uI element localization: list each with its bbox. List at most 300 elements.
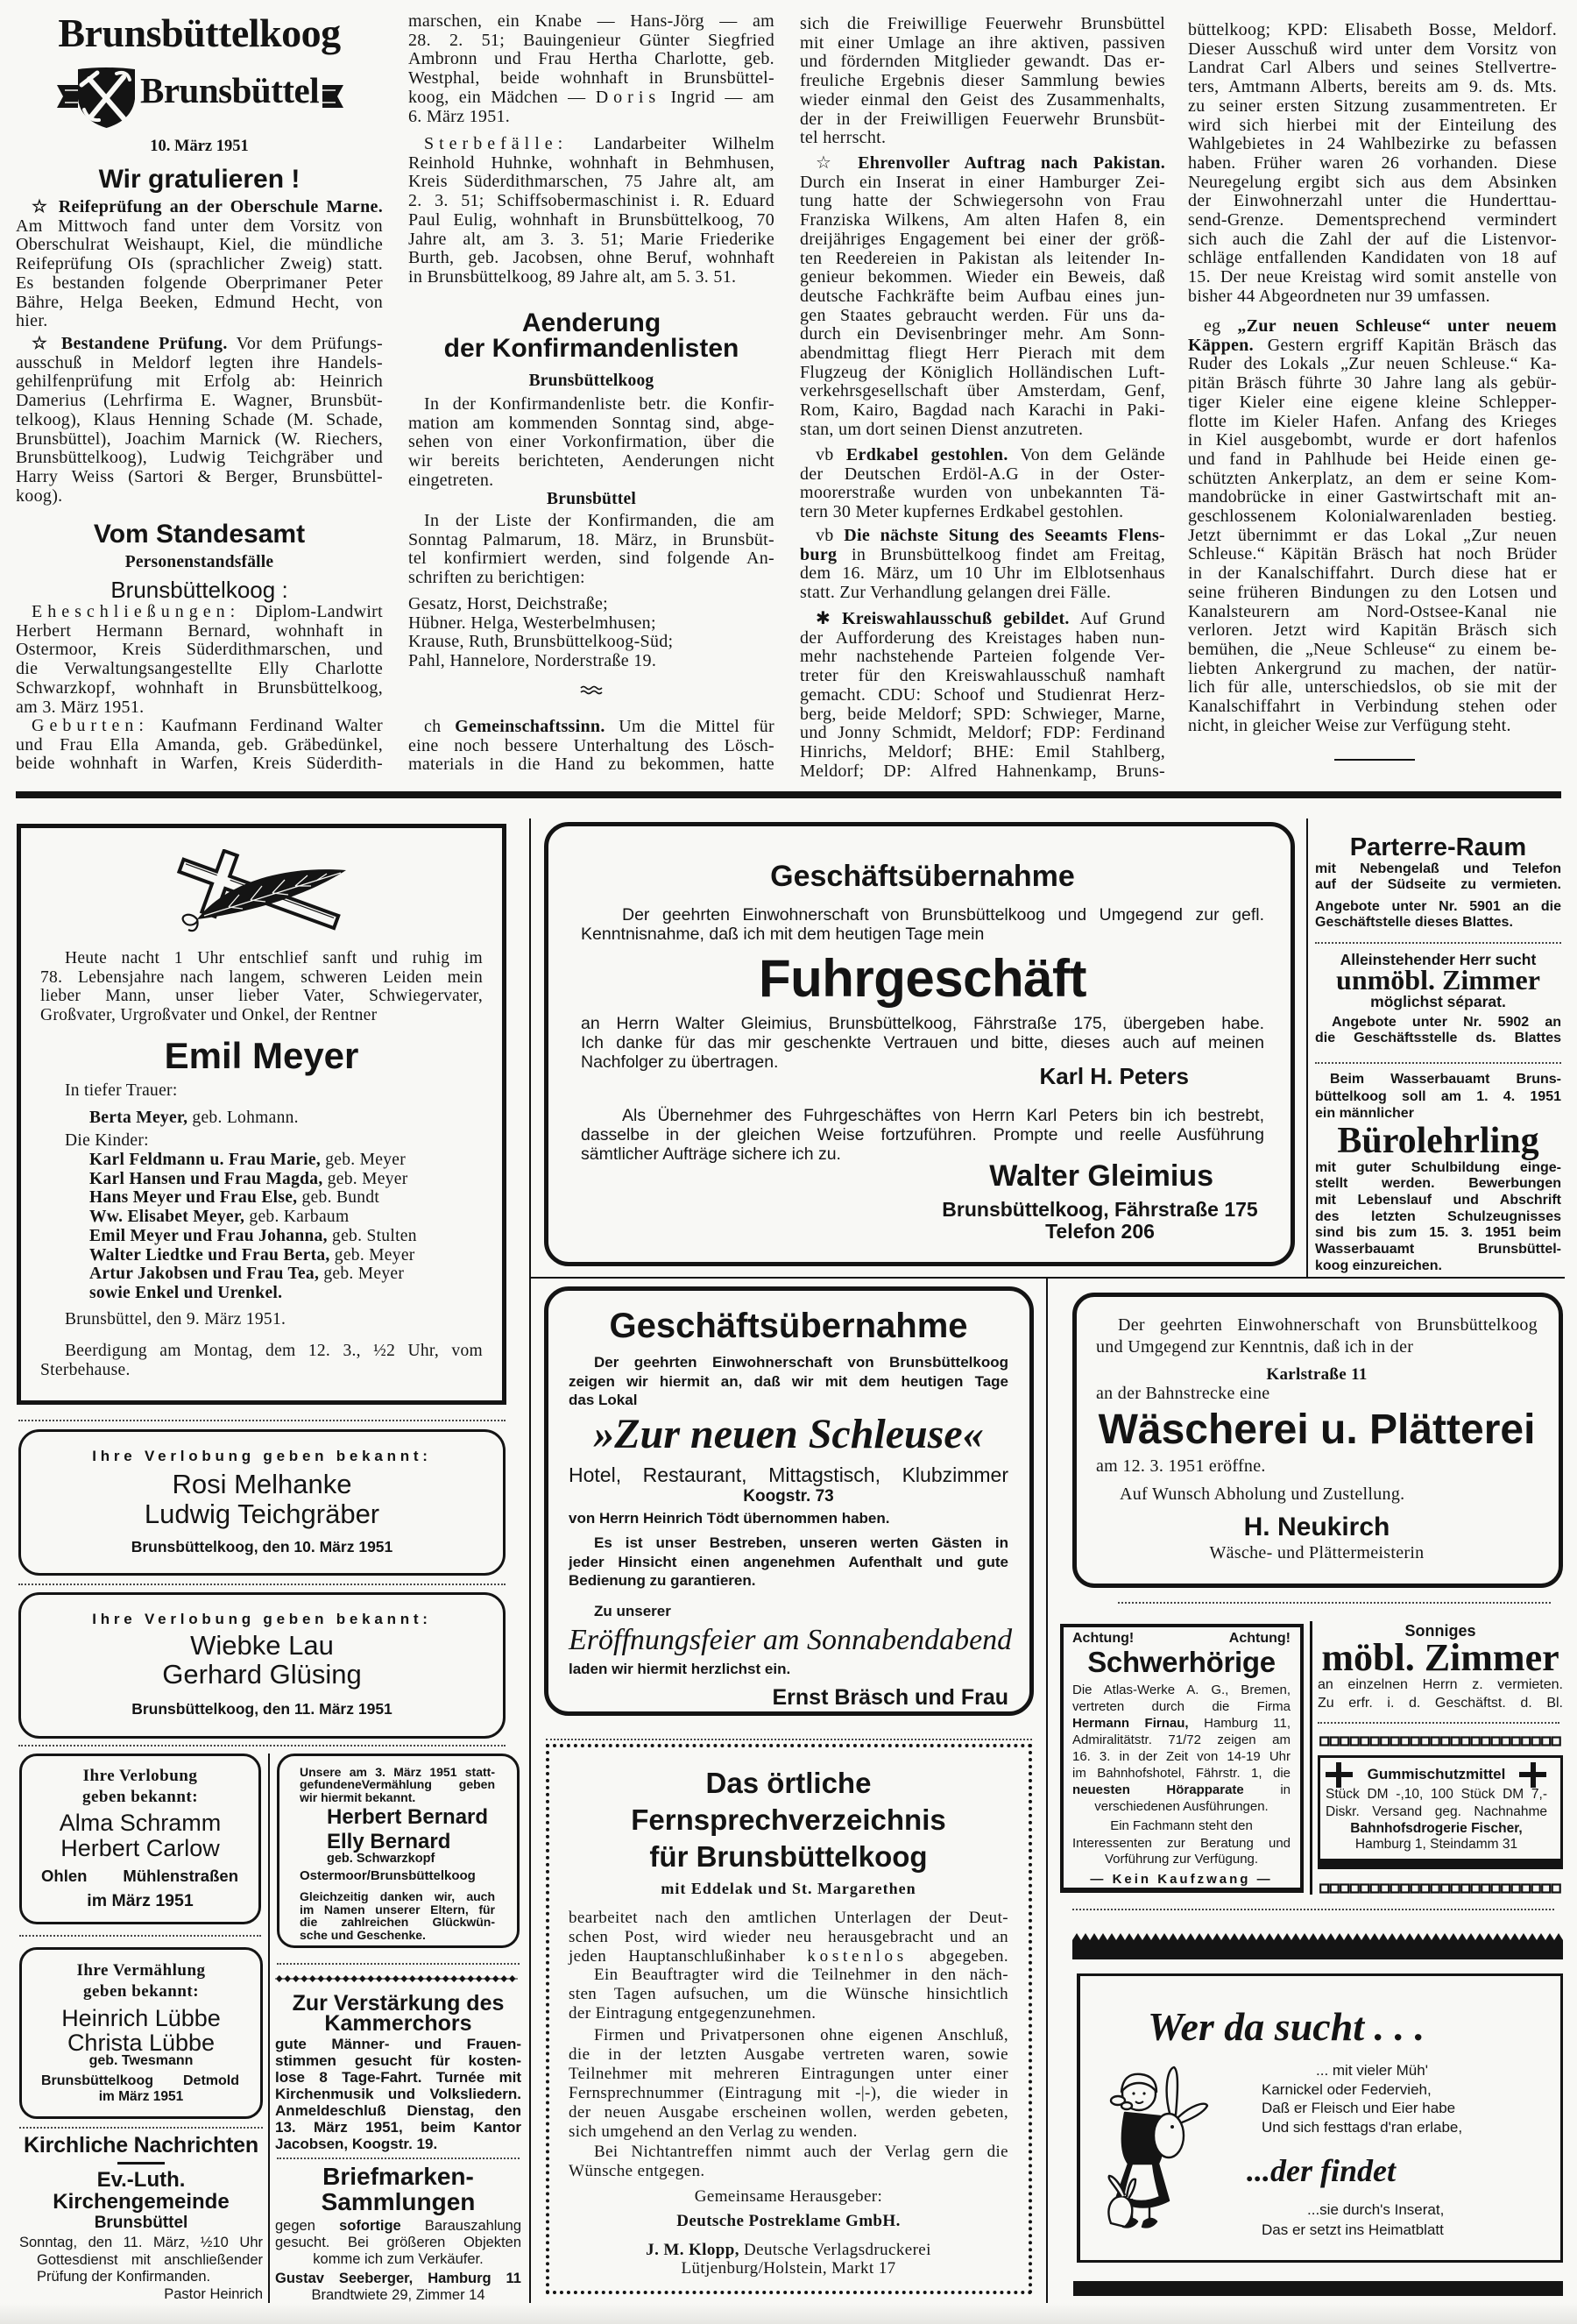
dotted-rule bbox=[1318, 1722, 1559, 1724]
centered-text bbox=[1326, 1836, 1547, 1853]
bold-text: Hans Meyer und Frau Else, bbox=[89, 1188, 298, 1208]
text-line: Brunsbüttelkoog), Ludwig Teichgräber und bbox=[16, 448, 383, 468]
text-line: und fördernden Mitglieder gewandt. Das er- bbox=[800, 52, 1165, 72]
masthead-logo-wordmark: Brunsbüttelkoog bbox=[58, 11, 341, 55]
text-line: stan, um dort seinen Dienst anzutreten. bbox=[800, 419, 1084, 439]
text-line: ausschuß in Meldorf legten ihre Handels- bbox=[16, 352, 383, 372]
news-column-2 bbox=[408, 0, 774, 789]
text-run: ch bbox=[424, 717, 456, 736]
text-line: ...der findet bbox=[1247, 2153, 1396, 2188]
text-line bbox=[1326, 1820, 1547, 1838]
text-line: im Namen unserer Eltern, für bbox=[300, 1902, 495, 1917]
text-run: gegen bbox=[275, 2217, 340, 2234]
text-run: Von dem Gelände bbox=[1008, 445, 1165, 464]
bold-text: Ehrenvoller Auftrag nach Pakistan. bbox=[858, 153, 1166, 173]
spaced-text: Doris bbox=[595, 87, 661, 107]
dotted-rule bbox=[18, 1420, 506, 1421]
text-line: komme ich zum Verkäufer. bbox=[313, 2250, 484, 2267]
paragraph bbox=[1096, 1314, 1538, 1358]
text-line: die zahlreichen Glückwün- bbox=[300, 1915, 495, 1929]
text-line bbox=[1315, 877, 1561, 894]
headline bbox=[19, 2169, 263, 2213]
text-line: Westphal, beide wohnhaft in Brunsbüttel- bbox=[408, 68, 774, 89]
scan-bottom-edge bbox=[0, 2303, 1577, 2324]
text-line: Kirchengemeinde bbox=[53, 2189, 230, 2214]
headline bbox=[1315, 833, 1561, 861]
script-title bbox=[569, 1412, 1008, 1457]
verse bbox=[1262, 2221, 1444, 2240]
paragraph bbox=[800, 154, 1165, 440]
news-column-3 bbox=[800, 0, 1165, 789]
signature bbox=[581, 1063, 1264, 1089]
bold-text: Emil Meyer und Frau Johanna, bbox=[89, 1226, 328, 1245]
verse bbox=[1262, 2061, 1462, 2137]
text-run: geb. Stulten bbox=[327, 1226, 417, 1245]
spaced-text-line bbox=[1072, 1871, 1291, 1888]
subheading bbox=[569, 1878, 1008, 1899]
indented-line bbox=[1096, 1484, 1538, 1504]
text-line: Hotel, Restaurant, Mittagstisch, Klubzimmer bbox=[569, 1463, 1008, 1486]
paragraph bbox=[1315, 1071, 1561, 1123]
text-line: Jacobsen, Koogstr. 19. bbox=[275, 2135, 438, 2152]
paragraph bbox=[800, 446, 1165, 522]
place-heading bbox=[300, 1868, 495, 1884]
text-line bbox=[89, 1284, 483, 1303]
text-line: verloren. Jetzt wird Kapitän Bräsch sich bbox=[1188, 620, 1557, 641]
text-line: im März 1951 bbox=[87, 1891, 194, 1910]
text-line: möglichst séparat. bbox=[1370, 993, 1506, 1010]
text-line: sämtlicher Aufträge sichere ich zu. bbox=[581, 1144, 841, 1164]
text-line: — Kein Kaufzwang — bbox=[1090, 1871, 1273, 1887]
text-line: hier. bbox=[16, 311, 48, 331]
text-line: mandobrücke in einer Gastwirtschaft mit an- bbox=[1188, 487, 1557, 507]
text-line: Die Kinder: bbox=[65, 1131, 149, 1150]
headline bbox=[16, 520, 383, 549]
text-line: lieber Mann, unser lieber Vater, Schwiegervater, bbox=[40, 987, 483, 1006]
text-line: Neuregelung ergibt sich aus dem Absinken bbox=[1188, 172, 1557, 192]
text-line: seine früheren Bindungen zu den Lotsen und bbox=[1188, 582, 1557, 602]
text-line: tel herrscht. bbox=[800, 128, 887, 148]
bold-text: burg bbox=[800, 544, 838, 564]
text-run: Auf Grund bbox=[1069, 609, 1165, 628]
text-line: sche und Geschenke. bbox=[300, 1927, 426, 1942]
two-part-line bbox=[1072, 1631, 1291, 1647]
text-line: In der Konfirmandenliste betr. die Konfir- bbox=[424, 394, 774, 414]
text-line: Großvater, Urgroßvater und Onkel, der Rentner bbox=[40, 1006, 378, 1025]
text-line: mit guter Schulbildung einge- bbox=[1315, 1159, 1561, 1175]
bold-text: Walter Liedtke und Frau Berta, bbox=[89, 1245, 330, 1265]
text-line: deutsche Fachkräfte beim Aufbau eines jun- bbox=[800, 286, 1165, 306]
announcement-text bbox=[22, 1756, 258, 1922]
text-line: für Brunsbüttelkoog bbox=[649, 1840, 928, 1873]
service-notice bbox=[19, 2235, 263, 2286]
text-run: Hamburg 11, bbox=[1188, 1715, 1291, 1731]
couple-names bbox=[300, 1805, 495, 1854]
text-line: Sterbehause. bbox=[40, 1360, 131, 1379]
bold-text: Käppen. bbox=[1188, 335, 1254, 355]
text-line: Durch ein Inserat in einer Hamburger Zei- bbox=[800, 172, 1165, 192]
text-line: Ruder des Lokals „Zur neuen Schleuse.“ Ka- bbox=[1188, 354, 1557, 374]
centered-text bbox=[1326, 1820, 1547, 1838]
text-line: Bähre, Helga Beeken, Edmund Hecht, von bbox=[16, 292, 383, 312]
text-line: schützten Ankerplatz, an dem er seine Kom- bbox=[1188, 468, 1557, 488]
headline bbox=[581, 860, 1264, 893]
text-line: Angebote unter Nr. 5902 an bbox=[1332, 1014, 1561, 1030]
justified-text bbox=[1326, 1786, 1547, 1820]
text-line: Wäsche- und Plättermeisterin bbox=[1209, 1543, 1425, 1562]
announcement-text bbox=[21, 1432, 503, 1573]
justified-text bbox=[1072, 1682, 1291, 1798]
announcement-kicker bbox=[22, 1960, 260, 2002]
text-line: telkoog), Klaus Henning Schade (M. Schade, bbox=[16, 409, 383, 429]
dotted-rule bbox=[18, 1584, 506, 1585]
text-line: am 3. März 1951. bbox=[16, 697, 145, 717]
text-line bbox=[569, 2211, 1008, 2232]
text-line: geben bekannt: bbox=[82, 1982, 200, 2001]
text-line: bemühen, die „Neue Schleuse“ zu einem be- bbox=[1188, 639, 1557, 659]
text-line: in Brunsbüttelkoog, 89 Jahre alt, am 5. 3. 51. bbox=[408, 266, 737, 287]
text-line bbox=[89, 1227, 483, 1246]
name-line bbox=[40, 1037, 483, 1075]
text-line: bisher 44 Abgeordneten nur 39 umfassen. bbox=[1188, 286, 1490, 306]
paragraph bbox=[275, 2036, 521, 2152]
text-line: Vorführung zur Verfügung. bbox=[1104, 1851, 1259, 1867]
text-line: Emil Meyer bbox=[164, 1035, 359, 1076]
dotted-rule bbox=[1072, 1909, 1554, 1910]
text-line: Kanalschiffahrt in Verbindung stehen oder bbox=[1188, 697, 1557, 717]
text-line: Am Mittwoch fand unter dem Vorsitz von bbox=[16, 216, 383, 236]
engagement-announcement bbox=[18, 1429, 506, 1576]
bold-text: Gemeinschaftssinn. bbox=[455, 717, 605, 736]
text-line bbox=[800, 546, 1165, 565]
text-line bbox=[1072, 1715, 1291, 1732]
text-line: H. Neukirch bbox=[1243, 1513, 1390, 1541]
text-line: dreijähriges Engagement bei einer der größ- bbox=[800, 229, 1165, 249]
text-line: Ostermoor/Brunsbüttelkoog bbox=[300, 1868, 476, 1883]
text-line-group bbox=[1096, 1456, 1538, 1476]
text-line: Schwarzkopf, wohnhaft in Brunsbüttelkoog, bbox=[16, 677, 383, 698]
text-line: marschen, ein Knabe — Hans-Jörg — am bbox=[408, 11, 774, 31]
text-line: Kammerchors bbox=[324, 2010, 472, 2036]
text-line: ters, Amtmann Alberts, bereits am 9. ds. Mts. bbox=[1188, 77, 1557, 97]
text-line: von Herrn Heinrich Tödt übernommen haben. bbox=[569, 1509, 890, 1527]
bold-text: sofortige bbox=[339, 2217, 401, 2234]
text-line bbox=[800, 527, 1165, 546]
section-divider-rule bbox=[16, 791, 1561, 798]
text-line: Prüfung der Konfirmanden. bbox=[37, 2269, 211, 2285]
text-line: ...sie durch's Inserat, bbox=[1307, 2201, 1445, 2218]
centered-text bbox=[1315, 993, 1561, 1010]
text-line: Brunsbüttelkoog bbox=[528, 372, 654, 390]
headline bbox=[19, 2132, 263, 2158]
news-column-4 bbox=[1188, 0, 1557, 789]
text-line: sich umgehend an den Verlag zu wenden. bbox=[569, 2122, 858, 2142]
text-line: Brandtwiete 29, Zimmer 14 bbox=[311, 2286, 485, 2303]
text-line: mation am kommenden Sonntag sind, abge- bbox=[408, 413, 774, 433]
text-line: In der Liste der Konfirmanden, die am bbox=[424, 511, 774, 530]
spaced-text: kostenlos bbox=[807, 1947, 908, 1966]
text-line: Karnickel oder Federvieh, bbox=[1262, 2080, 1432, 2098]
text-line: Ein Fachmann steht den bbox=[1110, 1817, 1253, 1833]
text-line-group bbox=[1096, 1384, 1538, 1403]
text-line: eingetreten. bbox=[408, 470, 494, 490]
text-line: koog). bbox=[16, 485, 63, 506]
text-line: der Aufforderung des Kreistages haben nun- bbox=[800, 627, 1165, 648]
text-line: Gottesdienst mit anschließender bbox=[37, 2251, 263, 2268]
bold-text: Bahnhofsdrogerie Fischer, bbox=[1350, 1821, 1523, 1836]
text-line: Karl H. Peters bbox=[1039, 1063, 1189, 1089]
text-line: Meldorf; DP: Alfred Hahnenkamp, Bruns- bbox=[800, 761, 1165, 781]
text-line: ten Reedereien in Pakistan als leitender In- bbox=[800, 248, 1165, 268]
centered-text bbox=[1072, 1798, 1291, 1815]
text-line: zu seiner ersten Sitzung zusammentreten. Er bbox=[1188, 96, 1557, 116]
bold-text: Gustav Seeberger, Hamburg 11 bbox=[275, 2270, 521, 2286]
text-line: der neuen Ausgabe erscheinen wollen, werden gebeten, bbox=[569, 2103, 1008, 2122]
text-line: Hamburg 1, Steindamm 31 bbox=[1354, 1837, 1518, 1852]
spaced-text: Sterbefälle: bbox=[424, 134, 569, 153]
indented-list bbox=[40, 1151, 483, 1303]
classified-promotion-poem bbox=[1077, 1973, 1563, 2263]
text-line: Gleichzeitig danken wir, auch bbox=[300, 1889, 495, 1903]
bold-text: Die nächste Situng des Seeamts Flens- bbox=[844, 526, 1165, 545]
text-line: eine noch bessere Unterhaltung des Lösch- bbox=[408, 735, 774, 755]
text-line: Kanalsteurern am Nord-Ostsee-Kanal nie bbox=[1188, 601, 1557, 621]
text-line: im März 1951 bbox=[98, 2089, 184, 2104]
text-line bbox=[408, 718, 774, 737]
poem-text bbox=[1080, 1976, 1560, 2260]
justified-text bbox=[569, 1463, 1008, 1486]
script-title bbox=[1148, 2001, 1425, 2053]
paragraph bbox=[40, 1342, 483, 1379]
paragraph bbox=[408, 12, 774, 126]
text-line: Christa Lübbe bbox=[67, 2030, 216, 2056]
bold-text: ☆ Bestandene Prüfung. bbox=[32, 334, 228, 353]
text-line: Ernst Bräsch und Frau bbox=[772, 1685, 1008, 1710]
short-rule bbox=[1334, 759, 1415, 761]
text-line: Brunsbüttelkoog, Fährstraße 175 bbox=[942, 1197, 1258, 1221]
text-line: sehen von einer Vorkonfirmation, über die bbox=[408, 432, 774, 452]
business-takeover-ad-restaurant bbox=[544, 1286, 1034, 1716]
issue-date: 10. März 1951 bbox=[150, 138, 249, 155]
paragraph bbox=[800, 527, 1165, 603]
bold-text: Karl Hansen und Frau Magda, bbox=[89, 1169, 323, 1188]
text-line bbox=[16, 603, 383, 622]
paragraph bbox=[1315, 1015, 1561, 1047]
subheading bbox=[408, 489, 774, 510]
couple-names bbox=[22, 2006, 260, 2055]
text-line: mit Lebenslauf und Abschrift bbox=[1315, 1193, 1561, 1208]
text-line: 15. Der neue Kreistag wird somit anstelle von bbox=[1188, 267, 1557, 287]
text-line: Ludwig Teichgräber bbox=[144, 1498, 380, 1529]
text-line: Koogstr. 73 bbox=[743, 1487, 834, 1506]
text-line: Geschäftsübernahme bbox=[770, 860, 1075, 893]
text-line: Sonntag, den 11. März, ½10 Uhr bbox=[19, 2235, 263, 2250]
masthead-logo-subline: Brunsbüttel bbox=[140, 70, 320, 110]
paragraph bbox=[569, 2143, 1008, 2181]
column-divider bbox=[268, 1754, 270, 2303]
justified-text bbox=[1072, 1835, 1291, 1852]
text-line: Es bestanden folgende Oberprimaner Peter bbox=[16, 273, 383, 293]
text-line bbox=[1072, 1782, 1291, 1798]
news-column-1 bbox=[16, 0, 383, 789]
obituary-text bbox=[40, 828, 483, 1400]
bold-text: sowie Enkel und Urenkel. bbox=[89, 1283, 283, 1302]
text-line: Burth, geb. Jacobsen, ohne Beruf, wohnhaft bbox=[408, 248, 774, 268]
text-line: an einzelnen Herrn z. vermieten. bbox=[1318, 1677, 1563, 1692]
text-line: Nachfolger zu übertragen. bbox=[581, 1052, 779, 1072]
text-line: Angebote unter Nr. 5901 an die bbox=[1315, 898, 1561, 914]
text-line: Wiebke Lau bbox=[190, 1629, 334, 1661]
headline bbox=[16, 165, 383, 195]
banner-ribbon-icon bbox=[322, 85, 343, 108]
text-line: lose 8 Tage-Fahrt. Turnée mit bbox=[275, 2068, 521, 2086]
text-line: 6. März 1951. bbox=[408, 106, 511, 126]
announcement-date bbox=[22, 1891, 258, 1910]
text-run: vb bbox=[816, 445, 846, 464]
text-line: jeder Hinsicht einen angenehmen Aufenthalt und gute bbox=[569, 1553, 1008, 1570]
text-run: abgegeben. bbox=[907, 1947, 1009, 1966]
paragraph bbox=[569, 1353, 1008, 1410]
stamp-collections-ad bbox=[275, 2163, 521, 2305]
text-line: Auf Wunsch Abholung und Zustellung. bbox=[1120, 1484, 1405, 1504]
ad-text bbox=[581, 826, 1264, 1262]
paragraph bbox=[581, 905, 1264, 944]
text-run: Diplom-Landwirt bbox=[240, 602, 383, 621]
centered-text bbox=[569, 2211, 1008, 2232]
text-line: Ostermoor, Kreis Süderdithmarschen, und bbox=[16, 640, 383, 660]
couple-names bbox=[22, 1810, 258, 1861]
announcement-date bbox=[21, 1699, 503, 1718]
text-line: In tiefer Trauer: bbox=[65, 1081, 178, 1100]
announcement-date bbox=[21, 1537, 503, 1556]
maiden-name bbox=[22, 2053, 260, 2069]
text-run: Detmold bbox=[183, 2073, 239, 2088]
text-line: Firmen und Privatpersonen ohne eigenen Anschluß, bbox=[594, 2026, 1008, 2044]
text-line: Herbert Bernard bbox=[327, 1805, 489, 1829]
text-line: stellt werden. Bewerbungen bbox=[1315, 1176, 1561, 1192]
town-crest-icon bbox=[74, 66, 138, 130]
place-heading bbox=[16, 577, 383, 603]
text-line: Brunsbüttelkoog, den 10. März 1951 bbox=[131, 1537, 393, 1555]
name-line bbox=[1096, 1513, 1538, 1542]
square-chain-border bbox=[1319, 1736, 1561, 1747]
address-list bbox=[408, 595, 774, 671]
text-line: Schleuse.“ Käpitän Bräsch hat noch Brüder bbox=[1188, 544, 1557, 564]
text-line: Bedienung zu garantieren. bbox=[569, 1572, 756, 1590]
text-line bbox=[41, 1867, 238, 1886]
text-line: Das örtliche bbox=[705, 1767, 872, 1799]
text-line: wieder einmal den Geist des Zusammenhalts, bbox=[800, 89, 1165, 110]
announcement-kicker bbox=[21, 1447, 503, 1466]
text-line: wir bereits berichteten, Aenderungen nicht bbox=[408, 451, 774, 471]
text-line: Unsere am 3. März 1951 statt- bbox=[300, 1764, 495, 1779]
text-line: schen Post, wird wieder neu herausgebracht und an bbox=[569, 1928, 1008, 1947]
engagement-announcement bbox=[19, 1754, 261, 1924]
text-run: ☆ bbox=[816, 153, 859, 173]
text-line: 2. 3. 51; Schiffsobermaschinist i. R. Eduard bbox=[408, 191, 774, 211]
text-line bbox=[16, 717, 383, 736]
text-run: Brunsbüttelkoog bbox=[41, 2073, 153, 2088]
text-line: Lütjenburg/Holstein, Markt 17 bbox=[681, 2258, 896, 2278]
text-line: und fand in Pahlhude bei Heide einen ge- bbox=[1188, 449, 1557, 469]
text-line: send-Grenze. Dementsprechend vermindert bbox=[1188, 210, 1557, 230]
text-line: geb. Schwarzkopf bbox=[327, 1852, 435, 1866]
text-line bbox=[89, 1208, 483, 1227]
text-run: Landarbeiter Wilhelm bbox=[568, 134, 774, 153]
centered-text bbox=[1072, 1817, 1291, 1834]
paragraph bbox=[581, 1106, 1264, 1164]
text-line: Ihre Verlobung geben bekannt: bbox=[92, 1610, 432, 1627]
text-line: Landrat Carl Albers und seines Stellvertre- bbox=[1188, 58, 1557, 78]
text-line: abendmittag fliegt Herr Pierach mit dem bbox=[800, 344, 1165, 364]
text-run: Deutsche Verlagsdruckerei bbox=[739, 2240, 931, 2259]
text-line: im Bahnhofshotel, Fährstr. 1, die bbox=[1072, 1765, 1291, 1781]
text-line: Interessenten zur Beratung und bbox=[1072, 1835, 1291, 1851]
text-line: die Verwaltungsangestellte Elly Charlotte bbox=[16, 659, 383, 679]
text-line: Rom, Kairo, Bagdad nach Karachi in Paki- bbox=[800, 400, 1165, 421]
text-line: materials in die Hand zu bekommen, hatte bbox=[408, 755, 774, 775]
text-line: Aenderung bbox=[521, 308, 661, 337]
text-line: Fernsprechnummer (Eintragung mit -|-), die wieder in bbox=[569, 2084, 1008, 2103]
text-run: Ingrid — am bbox=[661, 87, 774, 107]
announcement-text bbox=[22, 1950, 260, 2116]
text-line: mit Eddelak und St. Margarethen bbox=[661, 1880, 916, 1897]
text-line: Brunsbüttel bbox=[94, 2214, 188, 2232]
black-bar bbox=[1073, 2281, 1563, 2296]
church-news bbox=[19, 2129, 263, 2305]
text-line: stimmen gesucht für kosten- bbox=[275, 2051, 521, 2069]
bold-text: Karl Feldmann u. Frau Marie, bbox=[89, 1151, 322, 1169]
justified-text bbox=[1318, 1676, 1563, 1712]
ad-text bbox=[275, 1972, 521, 2151]
text-line: an Herrn Walter Gleimius, Brunsbüttelkoog, Fährstraße 175, übergeben habe. bbox=[581, 1014, 1264, 1033]
spaced-text: Geburten: bbox=[32, 716, 149, 735]
justified-text bbox=[275, 2271, 521, 2287]
text-run: in bbox=[1243, 1782, 1291, 1797]
text-line: tern 30 Meter kupfernes Erdkabel gestohlen. bbox=[800, 502, 1124, 522]
subheading bbox=[19, 2214, 263, 2233]
text-line: in Kiel ausgebombt, wurde er dort hafenlos bbox=[1188, 430, 1557, 450]
display-title bbox=[1315, 965, 1561, 995]
text-line: Das er setzt ins Heimatblatt bbox=[1262, 2221, 1444, 2238]
text-line: Jahre alt, am 3. 3. 51; Marie Friederike bbox=[408, 229, 774, 249]
text-line: Alma Schramm bbox=[59, 1809, 222, 1836]
text-line: gefundeneVermählung geben bbox=[300, 1777, 495, 1792]
wavy-divider-icon bbox=[580, 684, 603, 695]
bold-text: Gummischutzmittel bbox=[1367, 1766, 1506, 1782]
bold-text: zu vermieten. bbox=[1460, 877, 1561, 893]
text-line: Damerius (Lehrfirma E. Wagner, Brunsbüt- bbox=[16, 391, 383, 411]
text-line: Wäscherei u. Plätterei bbox=[1098, 1406, 1536, 1453]
text-line: am 12. 3. 1951 eröffne. bbox=[1096, 1456, 1266, 1476]
ad-text bbox=[1096, 1297, 1538, 1584]
paragraph bbox=[408, 135, 774, 287]
display-title bbox=[1096, 1407, 1538, 1453]
text-line: Wasserbauamt Brunsbüttel- bbox=[1315, 1242, 1561, 1258]
display-title bbox=[1315, 1122, 1561, 1160]
text-line: Telefon 206 bbox=[1045, 1219, 1155, 1243]
text-line bbox=[1326, 1764, 1547, 1785]
paragraph bbox=[40, 949, 483, 1025]
address bbox=[936, 1199, 1264, 1243]
ad-text bbox=[569, 1291, 1013, 1711]
headline bbox=[569, 1307, 1008, 1344]
indented-line bbox=[40, 1131, 483, 1151]
dotted-rule bbox=[18, 1745, 506, 1747]
text-line: mit Nebengelaß und Telefon bbox=[1315, 861, 1561, 876]
text-line: der Einwohnerzahl unter die Hunderttau- bbox=[1188, 191, 1557, 211]
phone-directory-ad bbox=[546, 1744, 1032, 2294]
